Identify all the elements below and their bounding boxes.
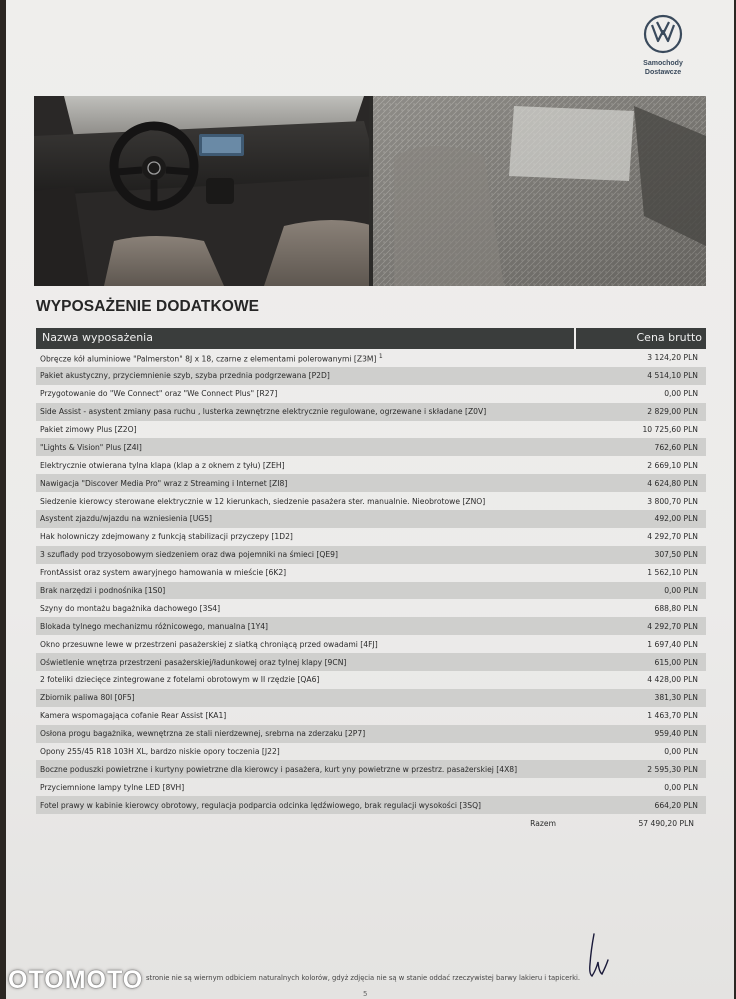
table-row bbox=[36, 707, 706, 725]
table-row bbox=[36, 438, 706, 456]
vw-logo-icon bbox=[643, 14, 683, 54]
table-row bbox=[36, 528, 706, 546]
otomoto-watermark: OTOMOTO bbox=[8, 966, 144, 994]
equipment-price: 1 463,70 PLN bbox=[647, 711, 698, 721]
table-row bbox=[36, 653, 706, 671]
table-row bbox=[36, 492, 706, 510]
equipment-price: 0,00 PLN bbox=[664, 782, 698, 792]
equipment-price: 762,60 PLN bbox=[654, 442, 698, 452]
footer-note: stronie nie są wiernym odbiciem naturalnych kolorów, gdyż zdjęcia nie są w stanie oddać rzeczywistej barwy lakieru i tapicerki. bbox=[146, 974, 581, 982]
equipment-price: 2 595,30 PLN bbox=[647, 764, 698, 774]
equipment-name: 2 foteliki dziecięce zintegrowane z fotelami obrotowym w II rzędzie [QA6] bbox=[40, 675, 320, 685]
equipment-price: 664,20 PLN bbox=[654, 800, 698, 810]
equipment-name: Brak narzędzi i podnośnika [1S0] bbox=[40, 586, 166, 596]
equipment-name: Oświetlenie wnętrza przestrzeni pasażerskiej/ładunkowej oraz tylnej klapy [9CN] bbox=[40, 657, 347, 667]
total-label: Razem bbox=[530, 818, 556, 828]
table-row bbox=[36, 599, 706, 617]
equipment-price: 4 624,80 PLN bbox=[647, 478, 698, 488]
equipment-name: Okno przesuwne lewe w przestrzeni pasażerskiej z siatką chroniącą przed owadami [4FJ] bbox=[40, 639, 378, 649]
brand-subtitle bbox=[632, 59, 694, 77]
equipment-price: 307,50 PLN bbox=[654, 550, 698, 560]
table-row bbox=[36, 743, 706, 761]
equipment-name: FrontAssist oraz system awaryjnego hamowania w mieście [6K2] bbox=[40, 568, 287, 578]
equipment-name: Opony 255/45 R18 103H XL, bardzo niskie opory toczenia [J22] bbox=[40, 747, 280, 757]
table-row bbox=[36, 546, 706, 564]
page-number: 5 bbox=[363, 990, 368, 998]
equipment-name: Elektrycznie otwierana tylna klapa (klap a z oknem z tyłu) [ZEH] bbox=[40, 460, 285, 470]
equipment-price: 0,00 PLN bbox=[664, 586, 698, 596]
equipment-name: Osłona progu bagażnika, wewnętrzna ze stali nierdzewnej, srebrna na zderzaku [2P7] bbox=[40, 729, 366, 739]
equipment-price: 1 562,10 PLN bbox=[647, 568, 698, 578]
table-row bbox=[36, 760, 706, 778]
equipment-price: 3 124,20 PLN bbox=[647, 353, 698, 363]
equipment-table bbox=[36, 328, 706, 832]
equipment-price: 381,30 PLN bbox=[654, 693, 698, 703]
equipment-name: 3 szuflady pod trzyosobowym siedzeniem oraz dwa pojemniki na śmieci [QE9] bbox=[40, 550, 338, 560]
equipment-price: 3 800,70 PLN bbox=[647, 496, 698, 506]
equipment-price: 2 669,10 PLN bbox=[647, 460, 698, 470]
footnote-marker: 1 bbox=[378, 353, 383, 361]
equipment-price: 959,40 PLN bbox=[654, 729, 698, 739]
table-row bbox=[36, 796, 706, 814]
table-row bbox=[36, 725, 706, 743]
table-row bbox=[36, 385, 706, 403]
brand-subtitle-line1: Samochody bbox=[643, 60, 683, 67]
equipment-name: Przygotowanie do "We Connect" oraz "We Connect Plus" [R27] bbox=[40, 389, 278, 399]
equipment-name: Siedzenie kierowcy sterowane elektrycznie w 12 kierunkach, siedzenie pasażera ster. manualnie. Nieobrotowe [ZNO] bbox=[40, 496, 486, 506]
van-interior-photo bbox=[34, 96, 706, 286]
table-row bbox=[36, 510, 706, 528]
equipment-name: Nawigacja "Discover Media Pro" wraz z Streaming i Internet [ZI8] bbox=[40, 478, 288, 488]
equipment-name: Zbiornik paliwa 80l [0F5] bbox=[40, 693, 135, 703]
equipment-price: 0,00 PLN bbox=[664, 747, 698, 757]
total-value: 57 490,20 PLN bbox=[638, 818, 694, 828]
table-row bbox=[36, 474, 706, 492]
section-title: WYPOSAŻENIE DODATKOWE bbox=[36, 298, 260, 315]
document-page bbox=[6, 0, 734, 999]
equipment-name: Pakiet zimowy Plus [Z2O] bbox=[40, 425, 137, 434]
equipment-name: Przyciemnione lampy tylne LED [8VH] bbox=[40, 782, 185, 792]
equipment-name: "Lights & Vision" Plus [Z4I] bbox=[40, 442, 142, 452]
equipment-price: 4 514,10 PLN bbox=[647, 371, 698, 381]
table-row bbox=[36, 421, 706, 439]
photo-illustration bbox=[34, 96, 706, 286]
table-row bbox=[36, 778, 706, 796]
equipment-price: 4 292,70 PLN bbox=[647, 532, 698, 542]
equipment-price: 4 428,00 PLN bbox=[647, 675, 698, 685]
equipment-name: Boczne poduszki powietrzne i kurtyny powietrzne dla kierowcy i pasażera, kurt yny powietrzne w przestrz. pasażerskiej [4X8] bbox=[40, 764, 518, 774]
table-total-row bbox=[36, 814, 706, 832]
equipment-name: Obręcze kół aluminiowe "Palmerston" 8J x 18, czarne z elementami polerowanymi [Z3M] $^1$ bbox=[40, 353, 383, 364]
equipment-price: 0,00 PLN bbox=[664, 389, 698, 399]
column-header-name: Nazwa wyposażenia bbox=[36, 328, 576, 349]
table-row bbox=[36, 582, 706, 600]
equipment-name: Fotel prawy w kabinie kierowcy obrotowy, regulacja podparcia odcinka lędźwiowego, brak regulacji wysokości [3SQ] bbox=[40, 800, 482, 810]
equipment-price: 1 697,40 PLN bbox=[647, 639, 698, 649]
equipment-name: Szyny do montażu bagażnika dachowego [3S4] bbox=[40, 603, 221, 613]
brand-block bbox=[632, 14, 694, 77]
equipment-name: Asystent zjazdu/wjazdu na wzniesienia [UG5] bbox=[40, 514, 212, 524]
brand-subtitle-line2: Dostawcze bbox=[644, 69, 682, 76]
equipment-price: 688,80 PLN bbox=[654, 603, 698, 613]
table-row bbox=[36, 689, 706, 707]
equipment-name: Kamera wspomagająca cofanie Rear Assist [KA1] bbox=[40, 711, 227, 721]
table-row bbox=[36, 617, 706, 635]
table-row bbox=[36, 564, 706, 582]
equipment-name: Side Assist - asystent zmiany pasa ruchu , lusterka zewnętrzne elektrycznie regulowane, ogrzewane i składane [Z0V] bbox=[40, 407, 487, 417]
signature-icon bbox=[578, 930, 618, 980]
equipment-name: Blokada tylnego mechanizmu różnicowego, manualna [1Y4] bbox=[40, 621, 269, 631]
table-body bbox=[36, 349, 706, 814]
table-row bbox=[36, 367, 706, 385]
table-row bbox=[36, 456, 706, 474]
equipment-name: Hak holowniczy zdejmowany z funkcją stabilizacji przyczepy [1D2] bbox=[40, 532, 293, 542]
table-row bbox=[36, 635, 706, 653]
equipment-price: 492,00 PLN bbox=[654, 514, 698, 524]
equipment-price: 615,00 PLN bbox=[654, 657, 698, 667]
equipment-price: 2 829,00 PLN bbox=[647, 407, 698, 417]
equipment-price: 10 725,60 PLN bbox=[642, 425, 698, 434]
column-header-price: Cena brutto bbox=[636, 331, 702, 344]
table-header bbox=[36, 328, 706, 349]
equipment-price: 4 292,70 PLN bbox=[647, 621, 698, 631]
table-row bbox=[36, 403, 706, 421]
equipment-name: Pakiet akustyczny, przyciemnienie szyb, szyba przednia podgrzewana [P2D] bbox=[40, 371, 330, 381]
table-row bbox=[36, 349, 706, 367]
table-row bbox=[36, 671, 706, 689]
